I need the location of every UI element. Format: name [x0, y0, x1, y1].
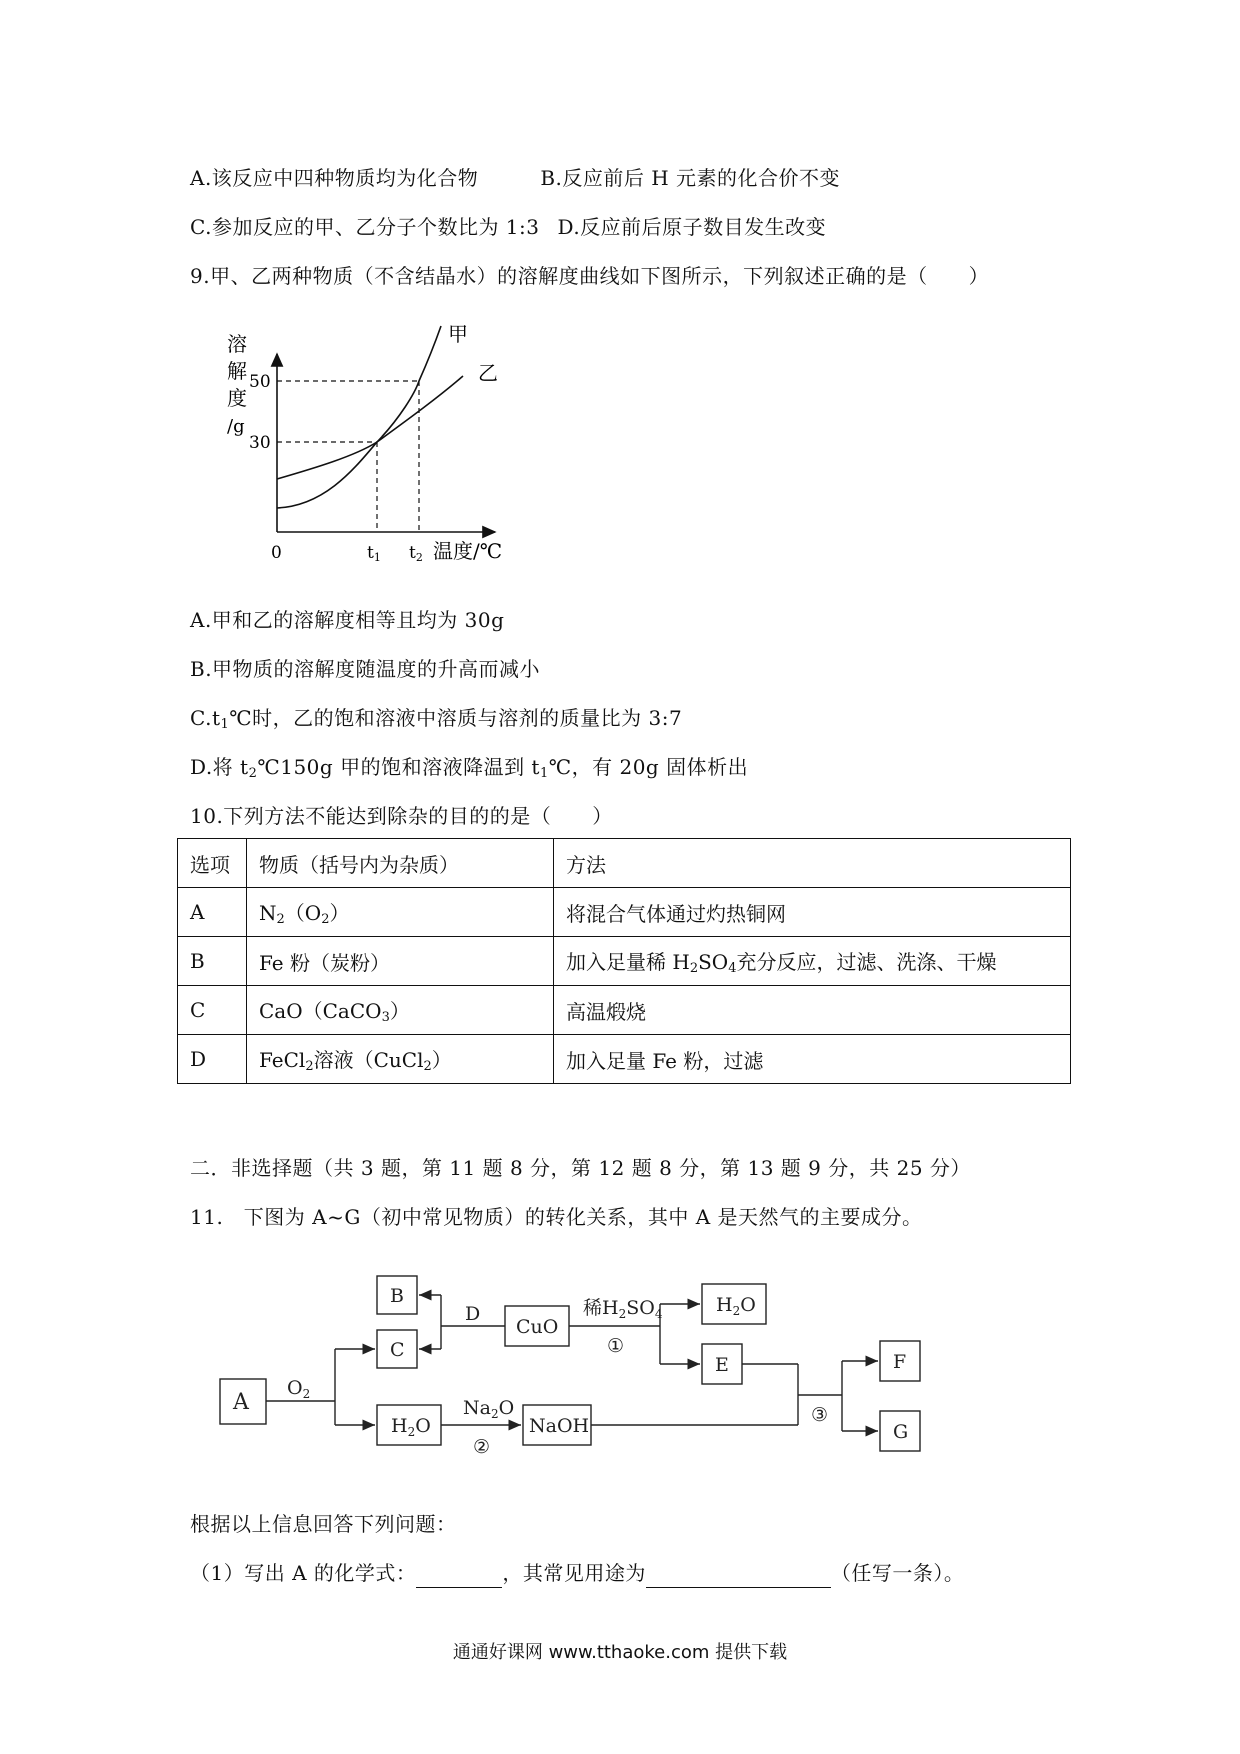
q9-option-d: D.将 $t_2℃150g$ 甲的饱和溶液降温到 $t_1℃$，有 20g 固体析出: [190, 755, 749, 781]
label-g: G: [893, 1421, 909, 1443]
answer-blank-use[interactable]: [646, 1563, 831, 1588]
y-label-char-3: 度: [227, 386, 247, 410]
series-label-jia: 甲: [448, 322, 468, 346]
row-method: 高温煅烧: [554, 986, 1071, 1035]
header-method: 方法: [554, 839, 1071, 888]
header-option: 选项: [178, 839, 247, 888]
y-label-char-2: 解: [227, 359, 247, 383]
label-step-2: ②: [473, 1436, 491, 1458]
q11-intro: 根据以上信息回答下列问题：: [190, 1512, 457, 1536]
label-na2o: $Na_2O$: [463, 1397, 515, 1421]
label-c: C: [390, 1339, 405, 1361]
q8-options-row2: [190, 211, 826, 240]
q9-stem: 9.甲、乙两种物质（不含结晶水）的溶解度曲线如下图所示，下列叙述正确的是（ ）: [190, 264, 990, 288]
q11-stem: 11. 下图为 A~G（初中常见物质）的转化关系，其中 A 是天然气的主要成分。: [190, 1205, 923, 1229]
q11-conversion-diagram: [215, 1262, 935, 1472]
row-method: 加入足量 Fe 粉，过滤: [554, 1035, 1071, 1084]
curve-jia: [277, 326, 441, 508]
q8-option-d: D.反应前后原子数目发生改变: [557, 215, 827, 239]
row-substance: CaO（CaCO$_3$）: [247, 986, 554, 1035]
x-tick-t2: t2: [409, 543, 423, 564]
row-substance: $N_2(O_2)$: [247, 888, 554, 937]
row-substance: Fe 粉（炭粉）: [247, 937, 554, 986]
section-2-heading: 二．非选择题（共 3 题，第 11 题 8 分，第 12 题 8 分，第 13 题 9 分，共 25 分）: [190, 1156, 971, 1180]
q9-option-a: A.甲和乙的溶解度相等且均为 30g: [190, 608, 505, 632]
label-o2: $O_2$: [287, 1377, 311, 1401]
row-option: B: [178, 937, 247, 986]
label-e: E: [715, 1354, 729, 1376]
label-h2o-bottom: $H_2O$: [391, 1415, 431, 1439]
row-option: D: [178, 1035, 247, 1084]
q10-stem: 10.下列方法不能达到除杂的目的的是（ ）: [190, 804, 613, 828]
table-row: [178, 937, 1071, 986]
series-label-yi: 乙: [478, 361, 498, 385]
page-footer: 通通好课网 www.tthaoke.com 提供下载: [452, 1642, 788, 1663]
row-option: C: [178, 986, 247, 1035]
y-tick-30: 30: [249, 433, 271, 453]
label-cuo: CuO: [516, 1316, 559, 1338]
answer-blank-formula[interactable]: [416, 1563, 502, 1588]
q11-sub1: （1）写出 A 的化学式： ，其常见用途为 （任写一条）。: [190, 1557, 964, 1588]
label-h2o-top: $H_2O$: [716, 1294, 756, 1318]
table-row: [178, 986, 1071, 1035]
label-step-1: ①: [607, 1335, 625, 1357]
y-tick-50: 50: [249, 372, 271, 392]
row-method: 加入足量稀 $H_2SO_4$充分反应，过滤、洗涤、干燥: [554, 937, 1071, 986]
label-f: F: [893, 1351, 907, 1373]
q9-option-b: B.甲物质的溶解度随温度的升高而减小: [190, 657, 541, 681]
row-method: 将混合气体通过灼热铜网: [554, 888, 1071, 937]
q9-option-c: $C.t_1℃$时，乙的饱和溶液中溶质与溶剂的质量比为 3:7: [190, 706, 683, 732]
label-acid: 稀$H_2SO_4$: [583, 1297, 663, 1321]
label-naoh: NaOH: [529, 1415, 590, 1437]
row-option: A: [178, 888, 247, 937]
label-b: B: [390, 1285, 404, 1307]
x-tick-t1: t1: [367, 543, 381, 564]
table-row: [178, 888, 1071, 937]
table-row: [178, 1035, 1071, 1084]
y-label-char-4: /g: [227, 416, 245, 437]
label-step-3: ③: [811, 1404, 829, 1426]
row-substance: FeCl$_2$溶液（CuCl$_2$）: [247, 1035, 554, 1084]
solubility-curve-graph: [215, 318, 515, 568]
label-a: A: [233, 1390, 249, 1415]
label-d: D: [465, 1303, 481, 1325]
q8-option-b: B.反应前后 H 元素的化合价不变: [540, 166, 841, 190]
q8-option-c: C.参加反应的甲、乙分子个数比为 1:3: [190, 215, 540, 239]
q8-options-row1: [190, 162, 840, 191]
q10-table: [177, 838, 1071, 1084]
x-axis-label: 温度/℃: [433, 539, 503, 563]
curve-yi: [277, 376, 463, 479]
q8-option-a: A.该反应中四种物质均为化合物: [190, 166, 479, 190]
header-substance: 物质（括号内为杂质）: [247, 839, 554, 888]
y-label-char-1: 溶: [227, 332, 247, 356]
origin-label: 0: [271, 543, 282, 563]
table-header-row: [178, 839, 1071, 888]
